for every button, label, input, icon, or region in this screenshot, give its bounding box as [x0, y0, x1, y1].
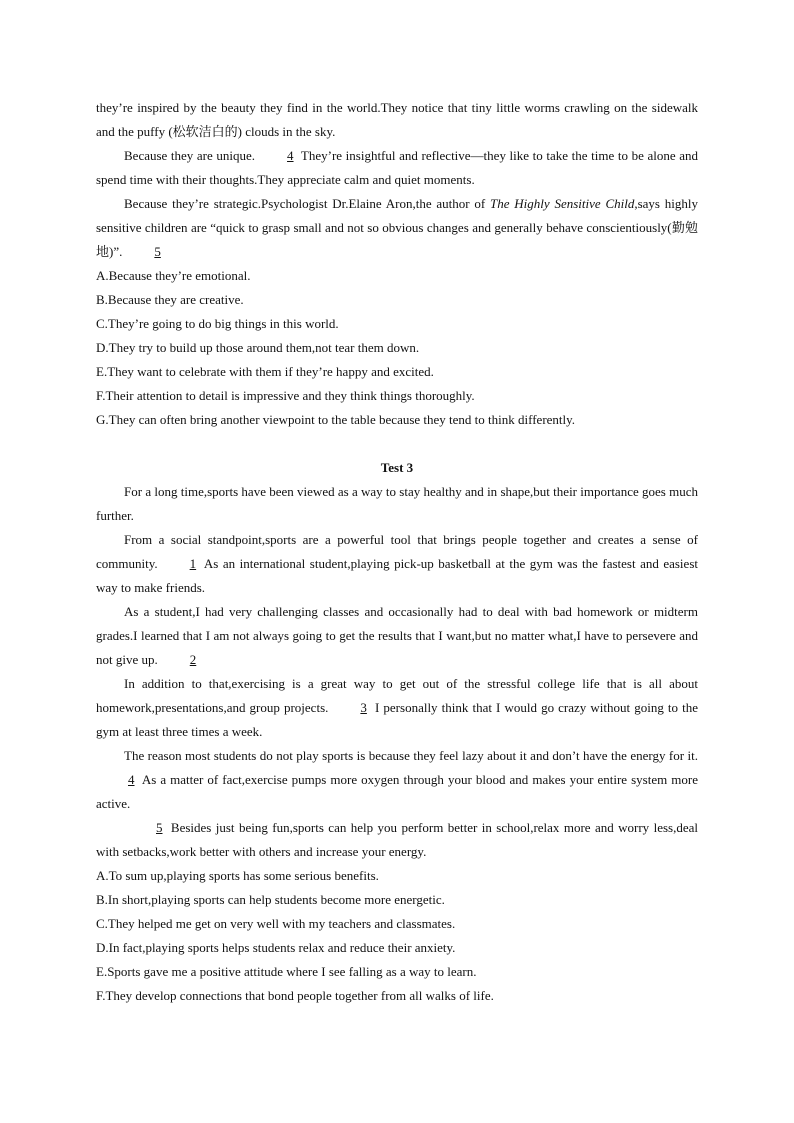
option-d: D.In fact,playing sports helps students relax and reduce their anxiety.: [96, 940, 456, 955]
paragraph-text: The reason most students do not play sports is because they feel lazy about it and don’t have the energy for it.: [124, 748, 698, 763]
paragraph-2: [96, 528, 698, 600]
test-title: Test 3: [380, 460, 414, 475]
blank-3: 3: [360, 700, 367, 715]
paragraph-text: As a matter of fact,exercise pumps more oxygen through your blood and makes your entire system more active.: [96, 772, 698, 811]
paragraph-1: For a long time,sports have been viewed as a way to stay healthy and in shape,but their importance goes much further.: [96, 484, 698, 523]
option-d: D.They try to build up those around them,not tear them down.: [96, 340, 420, 355]
option-a: A.To sum up,playing sports has some serious benefits.: [96, 868, 379, 883]
paragraph-text: Because they’re strategic.Psychologist Dr.Elaine Aron,the author of: [124, 196, 490, 211]
option-g: G.They can often bring another viewpoint to the table because they tend to think differently.: [96, 412, 576, 427]
paragraph-text: ,says highly sensitive children are “quick to grasp small and not so obvious changes and generally behave conscientiously(勤勉地)”.: [96, 196, 698, 259]
option-a: A.Because they’re emotional.: [96, 268, 251, 283]
paragraph-continuation: they’re inspired by the beauty they find in the world.They notice that tiny little worms crawling on the sidewalk and the puffy (松软洁白的) clouds in the sky.: [96, 100, 698, 139]
paragraph-text: As an international student,playing pick-up basketball at the gym was the fastest and easiest way to make friends.: [96, 556, 698, 595]
option-c: C.They’re going to do big things in this world.: [96, 316, 339, 331]
book-title: The Highly Sensitive Child: [490, 196, 635, 211]
blank-2: 2: [189, 652, 197, 667]
paragraph-text: They’re insightful and reflective—they like to take the time to be alone and spend time with their thoughts.They appreciate calm and quiet moments.: [96, 148, 698, 187]
paragraph-6: [96, 816, 698, 864]
option-f: F.Their attention to detail is impressive and they think things thoroughly.: [96, 388, 475, 403]
blank-5: 5: [156, 820, 163, 835]
blank-5: 5: [154, 244, 161, 259]
paragraph-text: From a social standpoint,sports are a powerful tool that brings people together and creates a sense of community.: [96, 532, 698, 571]
paragraph-text: Because they are unique.: [124, 148, 256, 163]
paragraph-text: Besides just being fun,sports can help you perform better in school,relax more and worry less,deal with setbacks,work better with others and increase your energy.: [96, 820, 698, 859]
paragraph-3: [96, 600, 698, 672]
blank-1: 1: [189, 556, 197, 571]
paragraph-4: [96, 672, 698, 744]
paragraph-strategic: [96, 192, 698, 264]
option-c: C.They helped me get on very well with my teachers and classmates.: [96, 916, 456, 931]
option-b: B.In short,playing sports can help students become more energetic.: [96, 892, 445, 907]
paragraph-unique: [96, 144, 698, 192]
paragraph-text: I personally think that I would go crazy without going to the gym at least three times a week.: [96, 700, 698, 739]
option-f: F.They develop connections that bond people together from all walks of life.: [96, 988, 494, 1003]
paragraph-5: [96, 744, 698, 816]
paragraph-text: As a student,I had very challenging classes and occasionally had to deal with bad homework or midterm grades.I learned that I am not always going to get the results that I want,but no matter what,I have to persevere and not give up.: [96, 604, 698, 667]
document-page: [96, 96, 698, 1008]
option-b: B.Because they are creative.: [96, 292, 244, 307]
option-e: E.They want to celebrate with them if they’re happy and excited.: [96, 364, 434, 379]
blank-4: 4: [287, 148, 294, 163]
paragraph-text: In addition to that,exercising is a great way to get out of the stressful college life that is all about homework,presentations,and group projects.: [96, 676, 698, 715]
blank-4: 4: [128, 772, 135, 787]
option-e: E.Sports gave me a positive attitude where I see falling as a way to learn.: [96, 964, 477, 979]
